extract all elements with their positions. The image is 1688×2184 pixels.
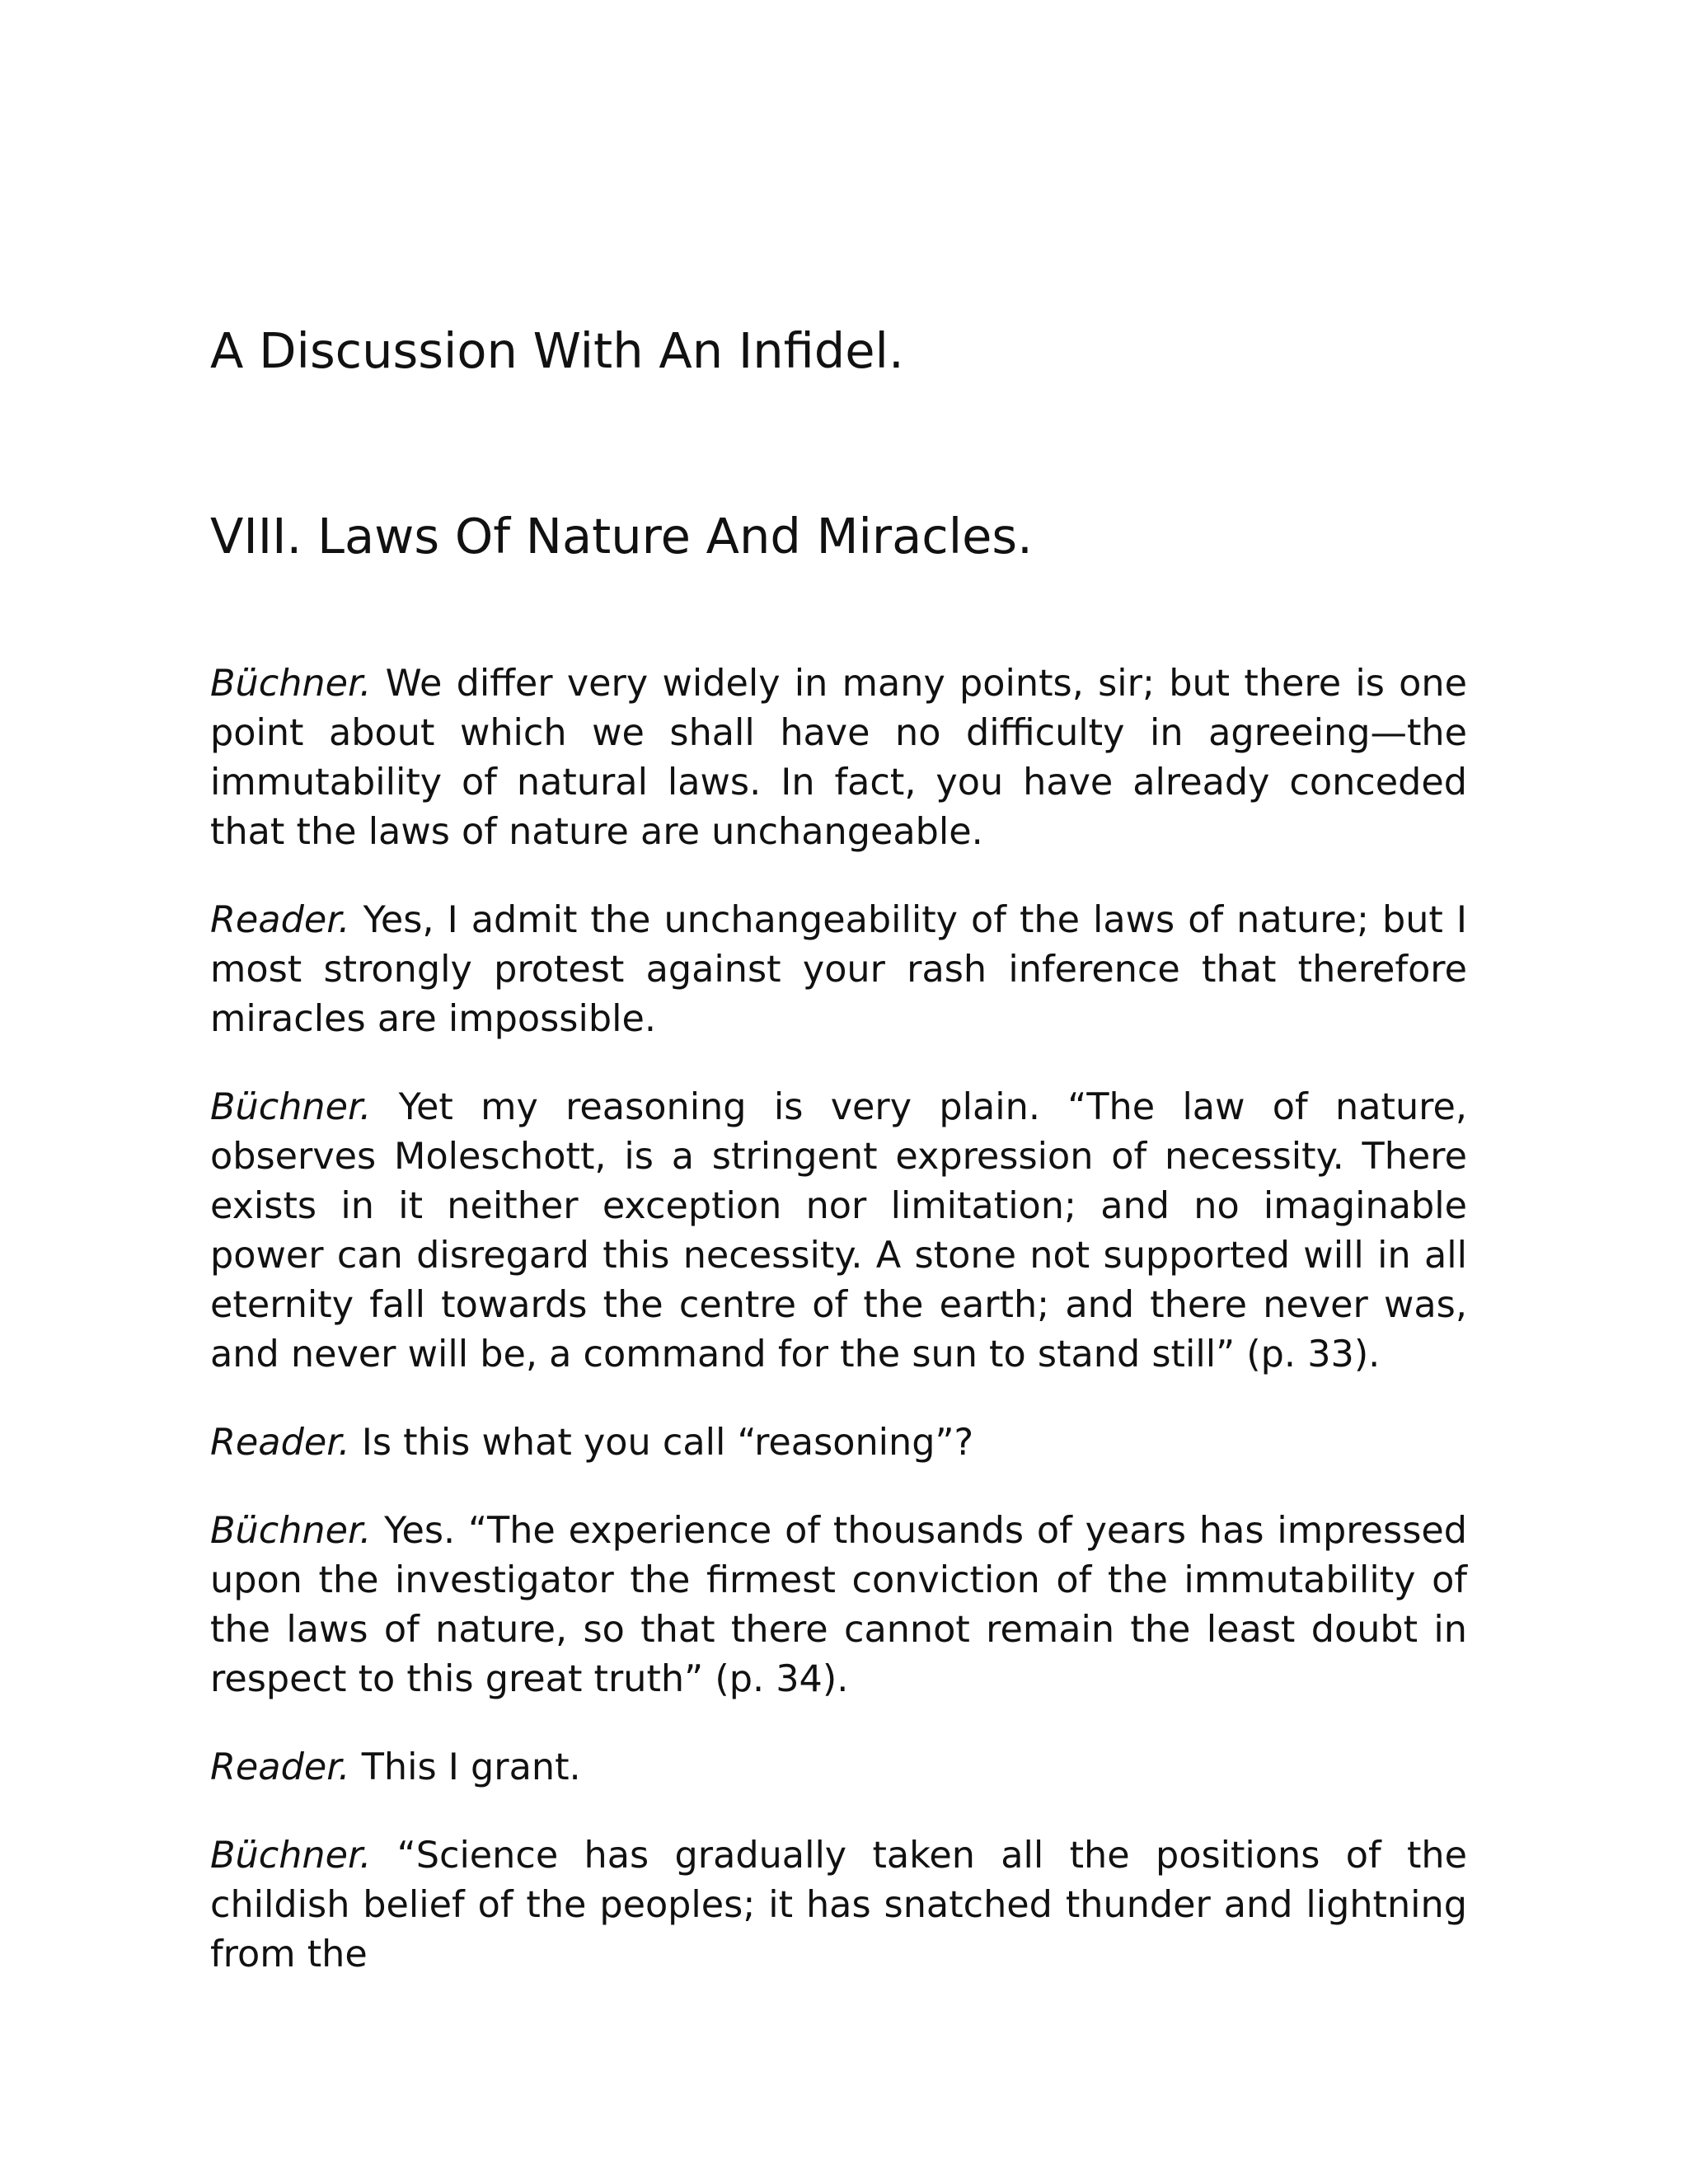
speaker-name: Büchner. [210, 1086, 372, 1128]
paragraph-text: Yes. “The experience of thousands of years has impressed upon the investigator the firmest conviction of the immutability of the laws of nature, so that there cannot remain the least doubt in respect to this great truth” (p. 34). [210, 1510, 1467, 1700]
dialogue-paragraph [210, 896, 1467, 1044]
dialogue-paragraph [210, 1418, 1467, 1468]
chapter-title: VIII. Laws Of Nature And Miracles. [210, 508, 1033, 565]
dialogue-paragraph [210, 1831, 1467, 1980]
paragraph-text: “Science has gradually taken all the positions of the childish belief of the peoples; it has snatched thunder and lightning from the [210, 1835, 1467, 1975]
speaker-name: Reader. [210, 1422, 350, 1464]
paragraph-text: We differ very widely in many points, sir; but there is one point about which we shall have no difficulty in agreeing—the immutability of natural laws. In fact, you have already conceded that the laws of nature are unchangeable. [210, 663, 1467, 853]
dialogue-paragraph [210, 1083, 1467, 1380]
body-text [210, 659, 1467, 2018]
speaker-name: Reader. [210, 1746, 350, 1788]
speaker-name: Reader. [210, 899, 350, 941]
paragraph-text: This I grant. [349, 1746, 581, 1788]
dialogue-paragraph [210, 659, 1467, 857]
speaker-name: Büchner. [210, 1510, 372, 1552]
dialogue-paragraph [210, 1507, 1467, 1704]
speaker-name: Büchner. [210, 1835, 372, 1877]
paragraph-text: Is this what you call “reasoning”? [349, 1422, 974, 1464]
paragraph-text: Yet my reasoning is very plain. “The law of nature, observes Moleschott, is a stringent expression of necessity. There exists in it neither exception nor limitation; and no imaginable power can disregard this necessity. A stone not supported will in all eternity fall towards the centre of the earth; and there never was, and never will be, a command for the sun to stand still” (p. 33). [210, 1086, 1467, 1376]
speaker-name: Büchner. [210, 663, 372, 705]
book-title: A Discussion With An Infidel. [210, 322, 904, 379]
dialogue-paragraph [210, 1743, 1467, 1793]
paragraph-text: Yes, I admit the unchangeability of the laws of nature; but I most strongly protest against your rash inference that therefore miracles are impossible. [210, 899, 1467, 1040]
